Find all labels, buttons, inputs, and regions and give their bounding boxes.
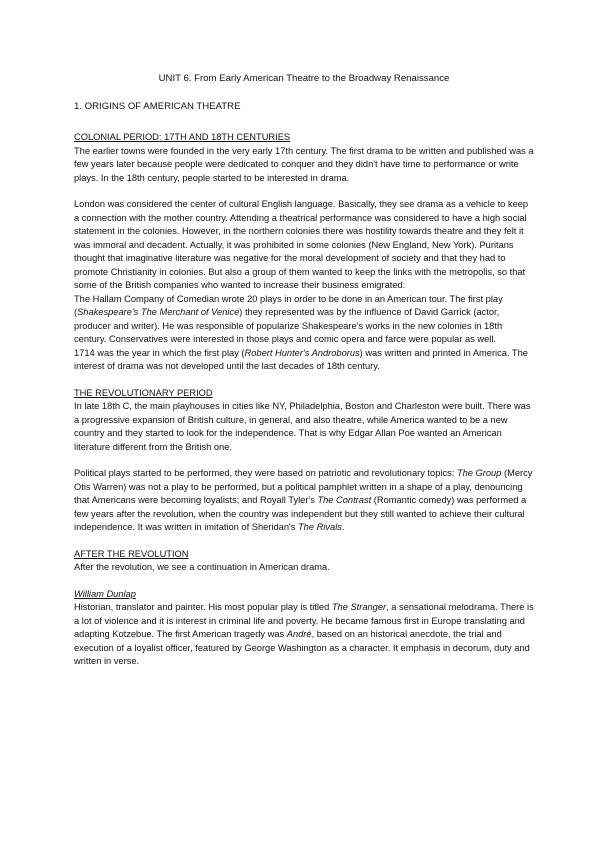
after-revolution-paragraph: After the revolution, we see a continuation in American drama.: [74, 562, 330, 572]
text-run: (Mercy Otis Warren) was not a play to be performed, but a political pamphlet written in a shape of a play, denouncing that Americans were becoming loyalists; and Royall Tyler's: [74, 468, 533, 505]
text-run: Political plays started to be performed, they were based on patriotic and revolutionary topics:: [74, 468, 457, 478]
play-title: The Rivals: [298, 522, 342, 532]
colonial-paragraph-4: [74, 347, 534, 374]
play-title: The Group: [456, 468, 502, 478]
play-title: The Stranger: [331, 602, 387, 612]
document-page: [74, 72, 534, 669]
document-title: UNIT 6. From Early American Theatre to the Broadway Renaissance: [158, 73, 450, 84]
text-run: Historian, translator and painter. His most popular play is titled: [74, 602, 332, 612]
colonial-paragraph-1: The earlier towns were founded in the very early 17th century. The first drama to be written and published was a few years later because people were dedicated to conquer and they didn't have time to performance or write plays. In the 18th century, people started to be interested in drama.: [74, 145, 534, 183]
play-title: André: [286, 629, 312, 639]
dunlap-heading: William Dunlap: [74, 588, 136, 599]
text-run: ) was written and printed in America. The interest of drama was not developed until the last decades of 18th century.: [74, 347, 528, 371]
colonial-heading: COLONIAL PERIOD: 17TH AND 18TH CENTURIES: [74, 132, 291, 142]
text-run: 1714 was the year in which the first play (: [74, 347, 245, 358]
text-run: The Hallam Company of Comedian wrote 20 plays in order to be done in an American tour. The first play (: [74, 293, 503, 317]
text-run: ) they represented was by the influence of David Garrick (actor, producer and writer). He was responsible of popularize Shakespeare's works in the new colonies in 18th century. Conservatives were interested in those plays and comic opera and farce were popular as well.: [74, 307, 503, 344]
after-revolution-heading: AFTER THE REVOLUTION: [74, 548, 189, 559]
play-title: Shakespeare's The Merchant of Venice: [77, 307, 240, 317]
colonial-paragraph-3: [74, 293, 534, 347]
dunlap-paragraph: [74, 601, 534, 669]
text-run: (Romantic comedy) was performed a few years after the revolution, when the country was independent but they still wanted to achieve their cultural independence. It was written in imitation of Sheridan's: [74, 495, 527, 532]
colonial-paragraph-2: London was considered the center of cultural English language. Basically, they see drama as a vehicle to keep a connection with the mother country. Attending a theatrical performance was considered to have a high social statement in the colonies. However, in the northern colonies there was hostility towards theatre and they felt it was immoral and decadent. Actually, it was prohibited in some colonies (New England, New York). Puritans thought that imaginative literature was negative for the moral development of society and that they had to promote Christianity in colonies. But also a group of them wanted to keep the links with the metropolis, so that some of the British companies who wanted to increase their business emigrated.: [74, 199, 529, 290]
text-run: , a sensational melodrama. There is a lot of violence and it is interest in criminal life and poverty. He became famous first in Europe translating and adapting Kotzebue. The first American tragedy was: [74, 602, 534, 639]
revolutionary-heading: THE REVOLUTIONARY PERIOD: [74, 387, 213, 398]
play-title: The Contrast: [317, 495, 372, 505]
play-title: Robert Hunter's Androborus: [244, 347, 360, 358]
section-heading: 1. ORIGINS OF AMERICAN THEATRE: [74, 100, 241, 112]
text-run: , based on an historical anecdote, the trial and execution of a loyalist officer, featured by George Washington as a character. It emphasis in decorum, duty and written in verse.: [74, 629, 530, 666]
revolutionary-paragraph-2: [74, 467, 534, 535]
text-run: .: [341, 522, 345, 532]
revolutionary-paragraph-1: In late 18th C, the main playhouses in cities like NY, Philadelphia, Boston and Charleston were built. There was a progressive expansion of British culture, in general, and also theatre, while America wanted to be a new country and they started to look for the independence. That is why Edgar Allan Poe wanted an American literature different from the British one.: [74, 401, 531, 452]
